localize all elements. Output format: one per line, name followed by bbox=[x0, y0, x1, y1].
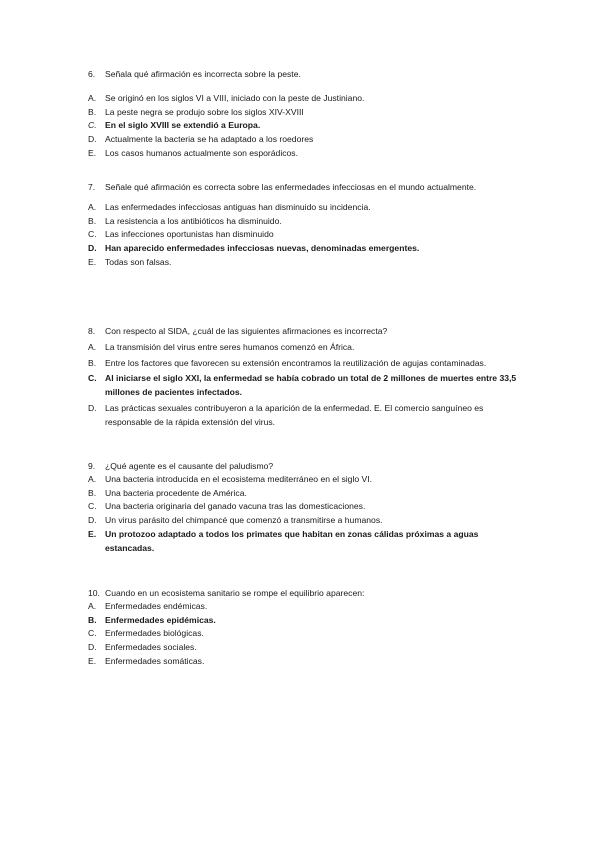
option-c: C. Enfermedades biológicas. bbox=[88, 628, 204, 639]
question-number: 7. bbox=[88, 182, 96, 192]
question-text: Con respecto al SIDA, ¿cuál de las siguientes afirmaciones es incorrecta? bbox=[105, 326, 388, 336]
option-a: A. Se originó en los siglos VI a VIII, iniciado con la peste de Justiniano. bbox=[88, 93, 365, 103]
option-e-highlighted: E. Un protozoo adaptado a todos los primates que habitan en zonas cálidas próximas a aguas estancadas. bbox=[88, 528, 479, 553]
question-number: 9. bbox=[88, 461, 96, 471]
option-d: D. Un virus parásito del chimpancé que comenzó a transmitirse a humanos. bbox=[88, 515, 383, 526]
option-b: B. Una bacteria procedente de América. bbox=[88, 487, 247, 498]
question-text: Señala qué afirmación es incorrecta sobre la peste. bbox=[105, 69, 301, 79]
question-text: Cuando en un ecosistema sanitario se rompe el equilibrio aparecen: bbox=[105, 588, 365, 598]
option-e: E. Los casos humanos actualmente son esporádicos. bbox=[88, 147, 298, 158]
option-b: B. Entre los factores que favorecen su extensión encontramos la reutilización de agujas contaminadas. bbox=[88, 357, 487, 368]
option-c: C. Las infecciones oportunistas han disminuido bbox=[88, 229, 274, 240]
option-d: D. Actualmente la bacteria se ha adaptado a los roedores bbox=[88, 134, 314, 145]
option-a: A. Las enfermedades infecciosas antiguas han disminuido su incidencia. bbox=[88, 202, 371, 212]
option-e: E. Todas son falsas. bbox=[88, 256, 172, 267]
option-d-highlighted: D. Han aparecido enfermedades infecciosas nuevas, denominadas emergentes. bbox=[88, 243, 420, 254]
option-b-highlighted: B. Enfermedades epidémicas. bbox=[88, 614, 216, 625]
option-c-highlighted: C. Al iniciarse el siglo XXI, la enfermedad se había cobrado un total de 2 millones de muertes entre 33,5 millones de pacientes infectados. bbox=[88, 373, 517, 398]
option-b: B. La peste negra se produjo sobre los siglos XIV-XVIII bbox=[88, 106, 304, 117]
option-d: D. Enfermedades sociales. bbox=[88, 642, 197, 653]
option-c-highlighted: C. En el siglo XVIII se extendió a Europa. bbox=[88, 120, 261, 131]
question-text: Señale qué afirmación es correcta sobre las enfermedades infecciosas en el mundo actualmente. bbox=[105, 182, 477, 192]
question-10 bbox=[88, 587, 528, 669]
option-a: A. Una bacteria introducida en el ecosistema mediterráneo en el siglo VI. bbox=[88, 474, 373, 484]
option-b: B. La resistencia a los antibióticos ha disminuido. bbox=[88, 215, 282, 226]
option-d: D. Las prácticas sexuales contribuyeron a la aparición de la enfermedad. E. El comercio sanguíneo es responsable de la rápida extensión del virus. bbox=[88, 402, 484, 427]
question-text: ¿Qué agente es el causante del paludismo? bbox=[105, 461, 274, 471]
option-a: A. La transmisión del virus entre seres humanos comenzó en África. bbox=[88, 342, 355, 352]
option-a: A. Enfermedades endémicas. bbox=[88, 601, 208, 611]
option-e: E. Enfermedades somáticas. bbox=[88, 655, 205, 666]
question-number: 10. bbox=[88, 588, 100, 598]
question-6 bbox=[88, 68, 528, 161]
question-number: 8. bbox=[88, 326, 96, 336]
option-c: C. Una bacteria originaria del ganado vacuna tras las domesticaciones. bbox=[88, 501, 366, 512]
question-number: 6. bbox=[88, 69, 96, 79]
question-7 bbox=[88, 181, 528, 270]
question-9 bbox=[88, 460, 528, 555]
question-8 bbox=[88, 325, 528, 429]
